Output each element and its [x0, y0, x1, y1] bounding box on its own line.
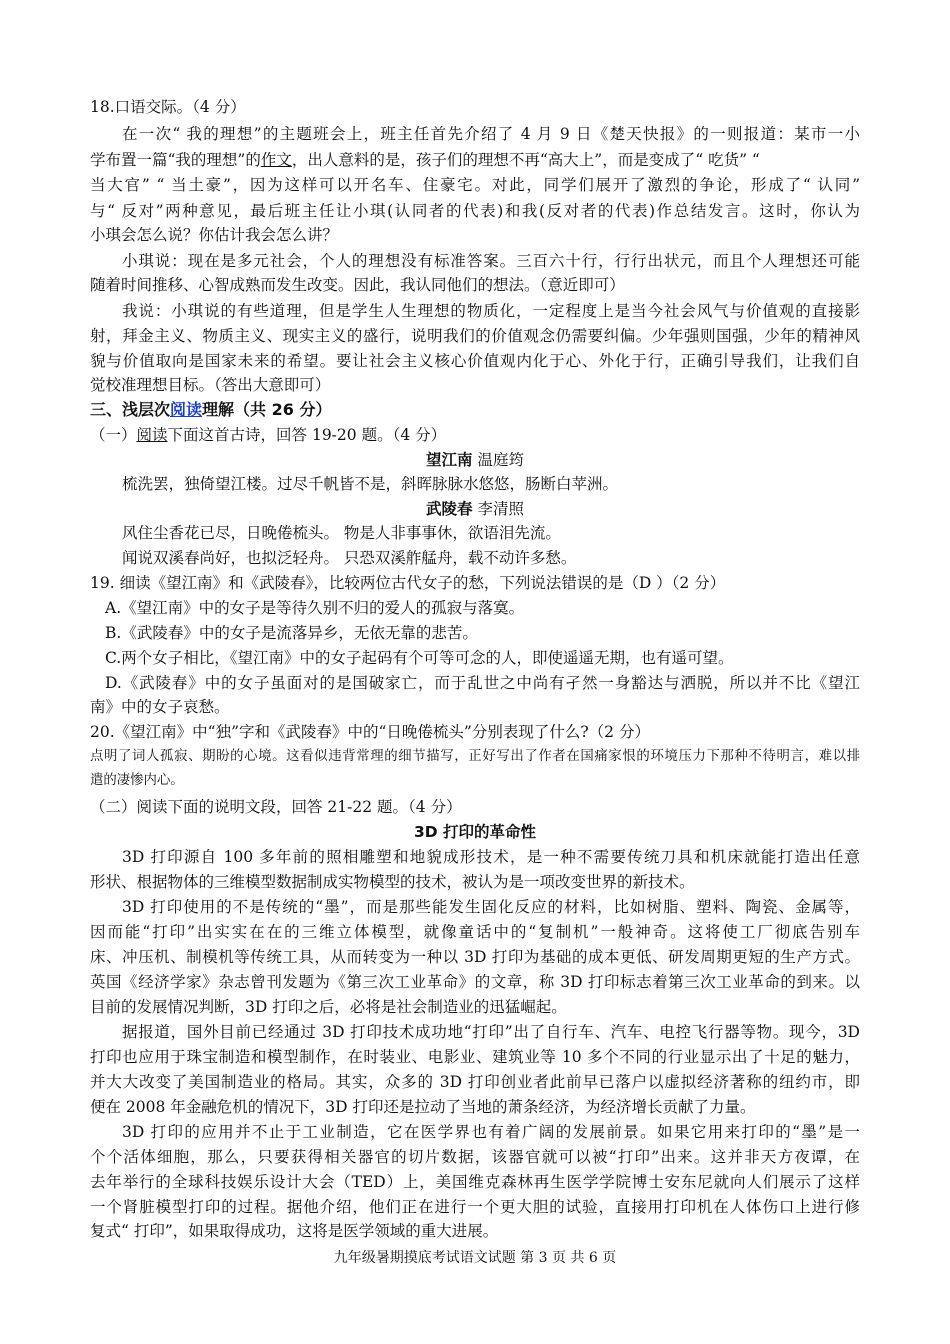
article-line: 并大大改变了美国制造业的格局。其实，众多的 3D 打印创业者此前早已落户以虚拟经济著称的纽约市，即 — [90, 1073, 860, 1091]
q18-p1-line: 小琪会怎么说？你估计我会怎么讲？ — [90, 226, 339, 244]
poem1-heading — [0, 449, 950, 471]
poem1-author: 温庭筠 — [477, 451, 524, 469]
poem2-title: 武陵春 — [426, 500, 473, 518]
article-line: 3D 打印使用的不是传统的“墨”，而是那些能发生固化反应的材料，比如树脂、塑料、陶瓷、金属等， — [122, 898, 860, 916]
q20-stem: 20.《望江南》中“独”字和《武陵春》中的“日晚倦梳头”分别表现了什么?（2 分） — [90, 723, 650, 741]
article-line: 个个活体细胞，那么，只要获得相关器官的切片数据，该器官就可以被“打印”出来。这并非天方夜谭，在 — [90, 1148, 860, 1166]
article-line: 3D 打印源自 100 多年前的照相雕塑和地貌成形技术，是一种不需要传统刀具和机床就能打造出任意 — [122, 848, 860, 866]
q19-option-c: C.两个女子相比，《望江南》中的女子起码有个可等可念的人，即使遥遥无期，也有遥可望。 — [105, 649, 734, 667]
poem1-line: 梳洗罢，独倚望江楼。过尽千帆皆不是，斜晖脉脉水悠悠，肠断白苹洲。 — [122, 475, 619, 493]
q18-answer-xiaoqi: 随着时间推移、心智成熟而发生改变。因此，我认同他们的想法。（意近即可） — [90, 276, 625, 294]
q19-option-a: A.《望江南》中的女子是等待久别不归的爱人的孤寂与落寞。 — [105, 599, 525, 617]
article-line: 英国《经济学家》杂志曾刊发题为《第三次工业革命》的文章，称 3D 打印标志着第三次工业革命的到来。以 — [90, 973, 860, 991]
poem2-author: 李清照 — [477, 500, 524, 518]
part1-intro: （一）阅读下面这首古诗，回答 19-20 题。（4 分） — [90, 426, 447, 444]
q18-p1-line: 当大官” “ 当土豪”，因为这样可以开名车、住豪宅。对此，同学们展开了激烈的争论，形成了“ 认同” — [90, 176, 860, 194]
q18-answer-me: 射，拜金主义、物质主义、现实主义的盛行，说明我们的价值观念仍需要纠偏。少年强则国强，少年的精神风 — [90, 327, 860, 345]
poem2-heading — [0, 498, 950, 520]
article-line: 据报道，国外目前已经通过 3D 打印技术成功地“打印”出了自行车、汽车、电控飞行器等物。现今，3D — [122, 1023, 860, 1041]
q19-option-d: D.《武陵春》中的女子虽面对的是国破家亡，而于乱世之中尚有孑然一身豁达与洒脱，所以并不比《望江 — [105, 674, 860, 692]
article-line: 复式“ 打印”，如果取得成功，这将是医学领域的重大进展。 — [90, 1222, 499, 1240]
poem2-line: 风住尘香花已尽，日晚倦梳头。 物是人非事事休，欲语泪先流。 — [122, 524, 561, 542]
reading-link[interactable]: 阅读 — [170, 400, 203, 419]
q18-answer-xiaoqi: 小琪说：现在是多元社会，个人的理想没有标准答案。三百六十行，行行出状元，而且个人理想还可能 — [122, 252, 860, 270]
poem1-title: 望江南 — [426, 451, 473, 469]
q19-option-b: B.《武陵春》中的女子是流落异乡，无依无靠的悲苦。 — [105, 624, 478, 642]
q18-p1-line: 学布置一篇“我的理想”的作文，出人意料的是，孩子们的理想不再“高大上”，而是变成了“ 吃货” “ — [90, 151, 760, 169]
q20-answer: 点明了词人孤寂、期盼的心境。这看似违背常理的细节描写，正好写出了作者在国痛家恨的环境压力下那种不待明言，难以排 — [90, 749, 860, 764]
underlined-word: 作文 — [260, 151, 292, 169]
q19-option-d: 南》中的女子哀愁。 — [90, 698, 230, 716]
q19-stem: 19. 细读《望江南》和《武陵春》，比较两位古代女子的愁，下列说法错误的是（D ）（2 分） — [90, 574, 726, 592]
article-line: 目前的发展情况判断，3D 打印之后，必将是社会制造业的迅猛崛起。 — [90, 998, 567, 1016]
article-line: 因而能“打印”出实实在在的三维立体模型，就像童话中的“复制机”一般神奇。这将使工厂彻底告别车 — [90, 923, 860, 941]
q18-answer-me: 貌与价值取向是国家未来的希望。要让社会主义核心价值观内化于心、外化于行，正确引导我们，让我们自 — [90, 352, 860, 370]
q18-answer-me: 我说：小琪说的有些道理，但是学生人生理想的物质化，一定程度上是当今社会风气与价值观的直接影 — [122, 302, 860, 320]
page-footer: 九年级暑期摸底考试语文试题 第 3 页 共 6 页 — [333, 1250, 617, 1266]
article-line: 3D 打印的应用并不止于工业制造，它在医学界也有着广阔的发展前景。如果它用来打印的“墨”是一 — [122, 1123, 860, 1141]
poem2-line: 闻说双溪春尚好，也拟泛轻舟。 只恐双溪舴艋舟，载不动许多愁。 — [122, 549, 577, 567]
article-line: 便在 2008 年金融危机的情况下，3D 打印还是拉动了当地的萧条经济，为经济增长贡献了力量。 — [90, 1098, 756, 1116]
part2-intro: （二）阅读下面的说明文段，回答 21-22 题。（4 分） — [90, 798, 462, 816]
q18-answer-me: 觉校准理想目标。（答出大意即可） — [90, 376, 331, 394]
article-line: 床、冲压机、制模机等传统工具，从而转变为一种以 3D 打印为基础的成本更低、研发周期更短的生产方式。 — [90, 948, 860, 966]
q18-p1-line: 在一次“ 我的理想”的主题班会上，班主任首先介绍了 4 月 9 日《楚天快报》的一则报道：某市一小 — [122, 125, 860, 143]
q18-p1-line: 与“ 反对”两种意见，最后班主任让小琪(认同者的代表)和我(反对者的代表)作总结发言。这时，你认为 — [90, 202, 860, 220]
article-title: 3D 打印的革命性 — [413, 823, 537, 841]
q20-answer: 遣的凄惨内心。 — [90, 773, 184, 788]
article-line: 形状、根据物体的三维模型数据制成实物模型的技术，被认为是一项改变世界的新技术。 — [90, 873, 695, 891]
article-line: 去年举行的全球科技娱乐设计大会（TED）上，美国维克森林再生医学学院博士安东尼就向人们展示了这样 — [90, 1173, 860, 1191]
q18-title: 18.口语交际。（4 分） — [90, 98, 246, 116]
article-line: 打印也应用于珠宝制造和模型制作，在时装业、电影业、建筑业等 10 多个不同的行业显示出了十足的魅力， — [90, 1048, 860, 1066]
article-line: 一个肾脏模型打印的过程。据他介绍，他们正在进行一个更大胆的试验，直接用打印机在人体伤口上进行修 — [90, 1198, 860, 1216]
section-heading: 三、浅层次阅读理解（共 26 分） — [90, 400, 332, 419]
